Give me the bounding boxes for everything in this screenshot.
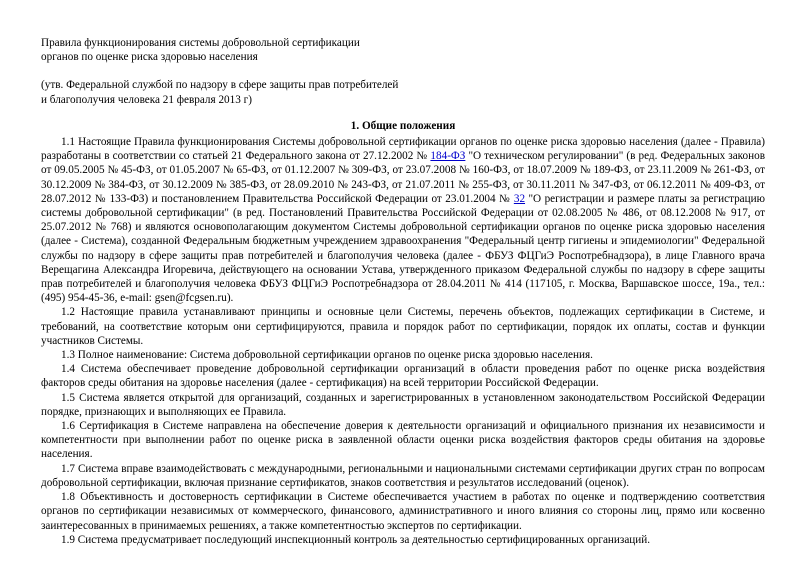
paragraph-1-8: 1.8 Объективность и достоверность сертификации в Системе обеспечивается участием в работах по оценке и подтверждению соответствия органов по сертификации независимых от коммерческого, финансового, административного и иного влияния со стороны лиц, прямо или косвенно заинтересованных в принимаемых решениях, а также компетентностью экспертов по сертификации. [41, 491, 765, 532]
paragraph-1-1-text-a: 1.1 Настоящие Правила функционирования Системы добровольной сертификации органов по оценке риска здоровью населения (далее - Правила) разработаны в соответствии со статьей 21 Федерального закона от 27.12.2002 № [41, 136, 765, 163]
paragraph-1-1-text-c: "О регистрации и размере платы за регистрацию системы добровольной сертификации" (в ред. Постановлений Правительства Российской Федерации от 02.08.2005 № 486, от 08.12.2008 № 917, от 25.07.2012 № 768) и являются основополагающим документом Системы добровольной сертификации органов по оценке риска здоровью населения (далее - Система), созданной Федеральным бюджетным учреждением здравоохранения "Федеральный центр гигиены и эпидемиологии" Федеральной службы по надзору в сфере защиты прав потребителей и благополучия человека (далее - ФБУЗ ФЦГиЭ Роспотребнадзора), в лице Главного врача Верещагина Александра Игоревича, действующего на основании Устава, утвержденного приказом Федеральной службы по надзору в сфере защиты прав потребителей и благополучия человека ФБУЗ ФЦГиЭ Роспотребнадзора от 28.04.2011 № 414 (117105, г. Москва, Варшавское шоссе, 19а., тел.: (495) 954-45-36, e-mail: gsen@fcgsen.ru). [41, 192, 765, 305]
law-184-fz-link[interactable]: 184-ФЗ [430, 150, 466, 163]
paragraph-1-7: 1.7 Система вправе взаимодействовать с международными, региональными и национальными системами сертификации других стран по вопросам добровольной сертификации, включая признание сертификатов, знаков соответствия и результатов исследований (оценок). [41, 462, 765, 489]
paragraph-1-2: 1.2 Настоящие правила устанавливают принципы и основные цели Системы, перечень объектов, подлежащих сертификации в Системе, и требований, на соответствие которым они сертифицируются, правила и порядок работ по сертификации, порядок их оплаты, состав и функции участников Системы. [41, 306, 765, 347]
approval-note [41, 78, 461, 106]
approval-line-2: и благополучия человека 21 февраля 2013 г) [41, 93, 252, 106]
resolution-32-link[interactable]: 32 [513, 192, 526, 205]
section-heading: 1. Общие положения [350, 119, 456, 132]
paragraph-1-1-text-b: "О техническом регулировании" (в ред. Федеральных законов от 09.05.2005 № 45-ФЗ, от 01.05.2007 № 65-ФЗ, от 01.12.2007 № 309-ФЗ, от 23.07.2008 № 160-ФЗ, от 18.07.2009 № 189-ФЗ, от 23.11.2009 № 261-ФЗ, от 30.12.2009 № 384-ФЗ, от 30.12.2009 № 385-ФЗ, от 28.09.2010 № 243-ФЗ, от 21.07.2011 № 255-ФЗ, от 30.11.2011 № 347-ФЗ, от 06.12.2011 № 409-ФЗ, от 28.07.2012 № 133-ФЗ) и постановлением Правительства Российской Федерации от 23.01.2004 № [41, 150, 765, 205]
paragraph-1-1 [41, 135, 765, 305]
paragraph-1-9: 1.9 Система предусматривает последующий инспекционный контроль за деятельностью сертифицированных организаций. [61, 533, 651, 546]
title-line-2: органов по оценке риска здоровью населения [41, 51, 258, 64]
paragraph-1-3: 1.3 Полное наименование: Система добровольной сертификации органов по оценке риска здоровью населения. [61, 349, 593, 362]
document-title [41, 36, 461, 64]
paragraph-1-4: 1.4 Система обеспечивает проведение добровольной сертификации организаций в области проведения работ по оценке риска воздействия факторов среды обитания на здоровье населения (далее - сертификация) на всей территории Российской Федерации. [41, 363, 765, 390]
approval-line-1: (утв. Федеральной службой по надзору в сфере защиты прав потребителей [41, 79, 399, 92]
document-page [41, 36, 765, 547]
title-line-1: Правила функционирования системы добровольной сертификации [41, 37, 360, 49]
paragraph-1-6: 1.6 Сертификация в Системе направлена на обеспечение доверия к деятельности организаций и официального признания их независимости и компетентности при выполнении работ по оценке риска в заявленной области оценки риска воздействия факторов среды обитания на здоровье населения. [41, 420, 765, 461]
paragraph-1-5: 1.5 Система является открытой для организаций, созданных и зарегистрированных в установленном законодательством Российской Федерации порядке, признающих и выполняющих ее Правила. [41, 391, 765, 418]
